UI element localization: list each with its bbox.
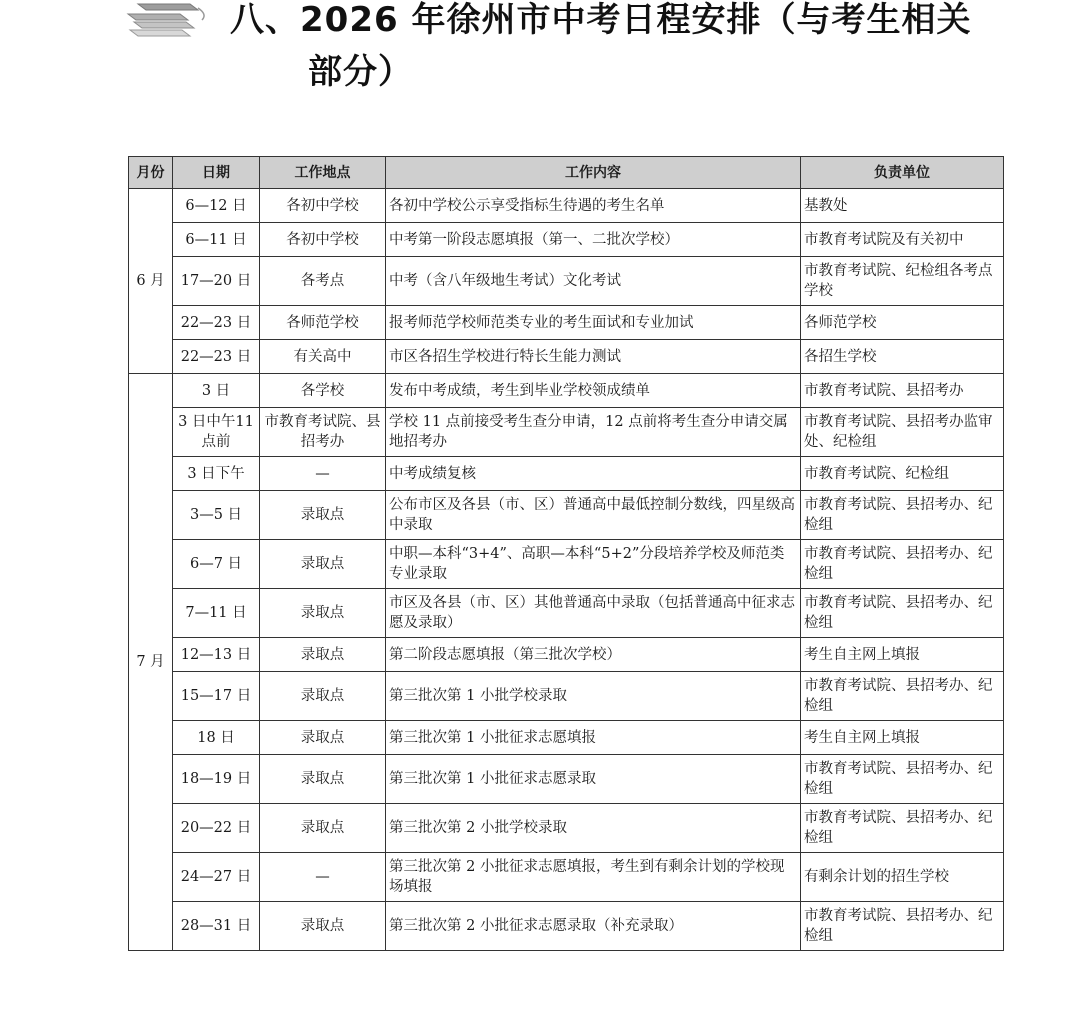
place-cell: 录取点 (260, 491, 386, 540)
unit-cell: 市教育考试院、县招考办、纪检组 (801, 902, 1004, 951)
content-cell: 中考成绩复核 (386, 457, 801, 491)
place-cell: 市教育考试院、县招考办 (260, 408, 386, 457)
date-cell: 18—19 日 (173, 755, 260, 804)
table-row (129, 672, 1004, 721)
place-cell: 录取点 (260, 638, 386, 672)
content-cell: 中职—本科“3+4”、高职—本科“5+2”分段培养学校及师范类专业录取 (386, 540, 801, 589)
date-cell: 18 日 (173, 721, 260, 755)
date-cell: 7—11 日 (173, 589, 260, 638)
unit-cell: 市教育考试院、县招考办、纪检组 (801, 755, 1004, 804)
table-row (129, 457, 1004, 491)
content-cell: 各初中学校公示享受指标生待遇的考生名单 (386, 189, 801, 223)
date-cell: 28—31 日 (173, 902, 260, 951)
content-cell: 第二阶段志愿填报（第三批次学校） (386, 638, 801, 672)
place-cell: 各考点 (260, 257, 386, 306)
unit-cell: 市教育考试院、县招考办 (801, 374, 1004, 408)
table-row (129, 804, 1004, 853)
table-row (129, 540, 1004, 589)
content-cell: 发布中考成绩，考生到毕业学校领成绩单 (386, 374, 801, 408)
table-row (129, 755, 1004, 804)
table-row (129, 902, 1004, 951)
content-cell: 第三批次第 1 小批征求志愿填报 (386, 721, 801, 755)
header-content: 工作内容 (386, 157, 801, 189)
table-row (129, 340, 1004, 374)
unit-cell: 市教育考试院、纪检组各考点学校 (801, 257, 1004, 306)
date-cell: 15—17 日 (173, 672, 260, 721)
unit-cell: 市教育考试院、县招考办监审处、纪检组 (801, 408, 1004, 457)
content-cell: 市区及各县（市、区）其他普通高中录取（包括普通高中征求志愿及录取） (386, 589, 801, 638)
date-cell: 6—7 日 (173, 540, 260, 589)
place-cell: 录取点 (260, 540, 386, 589)
unit-cell: 市教育考试院及有关初中 (801, 223, 1004, 257)
unit-cell: 市教育考试院、纪检组 (801, 457, 1004, 491)
place-cell: — (260, 457, 386, 491)
page-title (230, 0, 1030, 98)
unit-cell: 有剩余计划的招生学校 (801, 853, 1004, 902)
content-cell: 第三批次第 2 小批学校录取 (386, 804, 801, 853)
header-month: 月份 (129, 157, 173, 189)
date-cell: 6—11 日 (173, 223, 260, 257)
table-row (129, 589, 1004, 638)
unit-cell: 市教育考试院、县招考办、纪检组 (801, 589, 1004, 638)
date-cell: 3 日中午11 点前 (173, 408, 260, 457)
table-row (129, 306, 1004, 340)
books-stack-icon (124, 0, 210, 40)
date-cell: 3—5 日 (173, 491, 260, 540)
place-cell: 录取点 (260, 672, 386, 721)
unit-cell: 考生自主网上填报 (801, 721, 1004, 755)
date-cell: 20—22 日 (173, 804, 260, 853)
date-cell: 3 日 (173, 374, 260, 408)
content-cell: 第三批次第 1 小批征求志愿录取 (386, 755, 801, 804)
place-cell: 各学校 (260, 374, 386, 408)
date-cell: 12—13 日 (173, 638, 260, 672)
unit-cell: 各招生学校 (801, 340, 1004, 374)
table-row (129, 491, 1004, 540)
place-cell: 录取点 (260, 721, 386, 755)
header-place: 工作地点 (260, 157, 386, 189)
content-cell: 市区各招生学校进行特长生能力测试 (386, 340, 801, 374)
table-header-row (129, 157, 1004, 189)
table-row (129, 374, 1004, 408)
title-line-2: 部分） (308, 52, 413, 92)
table-row (129, 257, 1004, 306)
table-row (129, 853, 1004, 902)
date-cell: 22—23 日 (173, 306, 260, 340)
content-cell: 第三批次第 1 小批学校录取 (386, 672, 801, 721)
unit-cell: 基教处 (801, 189, 1004, 223)
content-cell: 学校 11 点前接受考生查分申请，12 点前将考生查分申请交属地招考办 (386, 408, 801, 457)
unit-cell: 市教育考试院、县招考办、纪检组 (801, 672, 1004, 721)
table-row (129, 189, 1004, 223)
place-cell: 录取点 (260, 902, 386, 951)
place-cell: 录取点 (260, 804, 386, 853)
title-line-1: 八、2026 年徐州市中考日程安排（与考生相关 (230, 0, 972, 40)
header-unit: 负责单位 (801, 157, 1004, 189)
month-cell: 7 月 (129, 374, 173, 951)
place-cell: 录取点 (260, 589, 386, 638)
date-cell: 17—20 日 (173, 257, 260, 306)
place-cell: 各初中学校 (260, 189, 386, 223)
unit-cell: 市教育考试院、县招考办、纪检组 (801, 491, 1004, 540)
date-cell: 6—12 日 (173, 189, 260, 223)
content-cell: 报考师范学校师范类专业的考生面试和专业加试 (386, 306, 801, 340)
place-cell: 各初中学校 (260, 223, 386, 257)
place-cell: 录取点 (260, 755, 386, 804)
content-cell: 中考第一阶段志愿填报（第一、二批次学校） (386, 223, 801, 257)
table-row (129, 408, 1004, 457)
place-cell: 各师范学校 (260, 306, 386, 340)
unit-cell: 各师范学校 (801, 306, 1004, 340)
month-cell: 6 月 (129, 189, 173, 374)
content-cell: 中考（含八年级地生考试）文化考试 (386, 257, 801, 306)
table-row (129, 721, 1004, 755)
table-row (129, 638, 1004, 672)
content-cell: 第三批次第 2 小批征求志愿录取（补充录取） (386, 902, 801, 951)
place-cell: — (260, 853, 386, 902)
place-cell: 有关高中 (260, 340, 386, 374)
schedule-table (128, 156, 1004, 951)
unit-cell: 考生自主网上填报 (801, 638, 1004, 672)
date-cell: 24—27 日 (173, 853, 260, 902)
unit-cell: 市教育考试院、县招考办、纪检组 (801, 804, 1004, 853)
header-date: 日期 (173, 157, 260, 189)
content-cell: 公布市区及各县（市、区）普通高中最低控制分数线，四星级高中录取 (386, 491, 801, 540)
content-cell: 第三批次第 2 小批征求志愿填报，考生到有剩余计划的学校现场填报 (386, 853, 801, 902)
date-cell: 22—23 日 (173, 340, 260, 374)
unit-cell: 市教育考试院、县招考办、纪检组 (801, 540, 1004, 589)
date-cell: 3 日下午 (173, 457, 260, 491)
table-row (129, 223, 1004, 257)
